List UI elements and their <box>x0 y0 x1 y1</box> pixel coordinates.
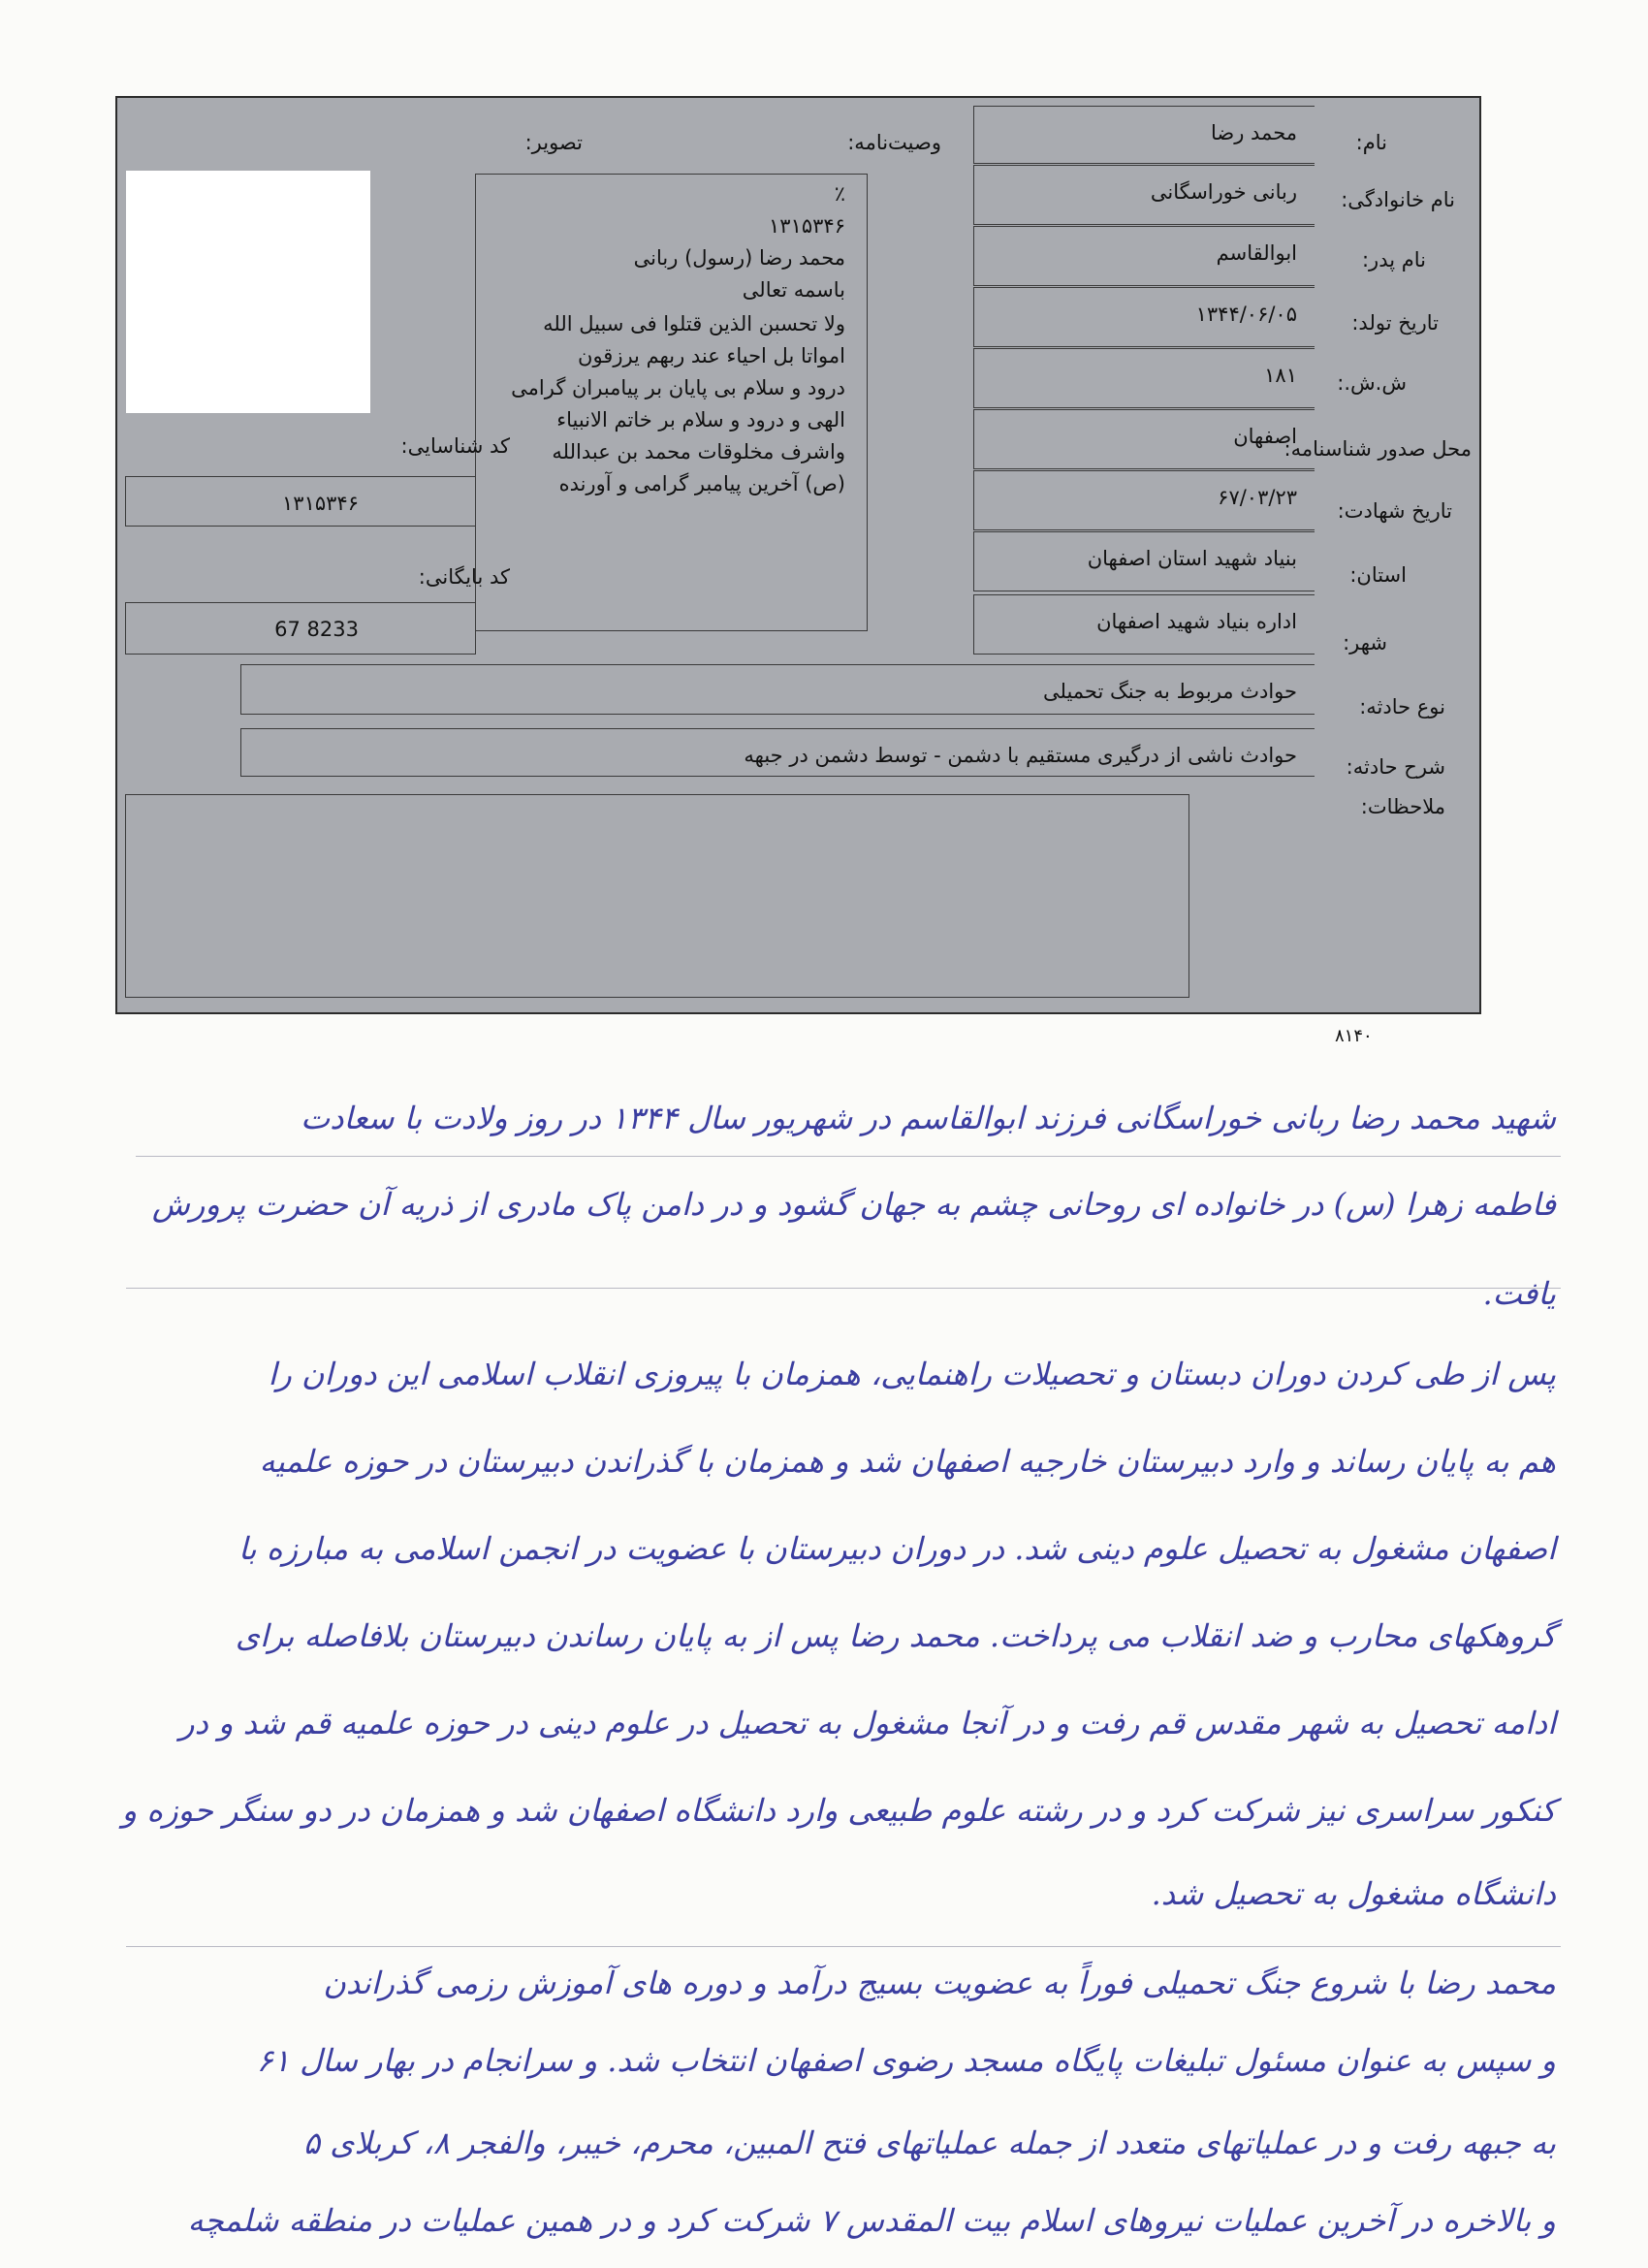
incident-type-field: حوادث مربوط به جنگ تحمیلی <box>240 664 1315 715</box>
id-no-field: ۱۸۱ <box>973 348 1315 408</box>
photo-placeholder <box>126 171 370 413</box>
ruled-line <box>136 1156 1561 1157</box>
will-line: باسمه تعالی <box>742 278 845 302</box>
page-number: ۸۱۴۰ <box>1335 1026 1373 1046</box>
handwritten-line: و سپس به عنوان مسئول تبلیغات پایگاه مسجد رضوی اصفهان انتخاب شد. و سرانجام در بهار سال ۶۱ <box>256 2042 1556 2079</box>
province-label: استان: <box>1349 563 1407 587</box>
ruled-line <box>126 1946 1561 1947</box>
will-line: الهی و درود و سلام بر خاتم الانبیاء <box>556 408 845 431</box>
father-label: نام پدر: <box>1361 248 1426 272</box>
handwritten-line: دانشگاه مشغول به تحصیل شد. <box>1151 1875 1556 1912</box>
handwritten-line: به جبهه رفت و در عملیاتهای متعدد از جمله عملیاتهای فتح المبین، محرم، خیبر، والفجر ۸، کربلای ۵ <box>302 2124 1556 2161</box>
will-line: ٪ <box>834 182 845 206</box>
handwritten-line: محمد رضا با شروع جنگ تحمیلی فوراً به عضویت بسیج درآمد و دوره های آموزش رزمی گذراندن <box>323 1965 1556 2001</box>
martyr-date-label: تاریخ شهادت: <box>1337 499 1452 523</box>
birth-date-label: تاریخ تولد: <box>1351 311 1439 335</box>
city-label: شهر: <box>1343 631 1387 655</box>
martyr-record-form <box>115 96 1481 1014</box>
will-text <box>487 180 845 626</box>
photo-label: تصویر: <box>524 131 583 154</box>
handwritten-line: پس از طی کردن دوران دبستان و تحصیلات راهنمایی، همزمان با پیروزی انقلاب اسلامی این دوران را <box>268 1356 1556 1392</box>
will-line: ۱۳۱۵۳۴۶ <box>769 214 845 238</box>
city-field: اداره بنیاد شهید اصفهان <box>973 594 1315 655</box>
id-no-label: ش.ش.: <box>1337 371 1407 395</box>
archive-code-label: کد بایگانی: <box>418 565 510 589</box>
incident-desc-field: حوادث ناشی از درگیری مستقیم با دشمن - توسط دشمن در جبهه <box>240 728 1315 777</box>
id-code-field: ۱۳۱۵۳۴۶ <box>125 476 476 527</box>
id-code-label: کد شناسایی: <box>400 434 510 458</box>
will-line: درود و سلام بی پایان بر پیامبران گرامی <box>511 376 845 399</box>
will-line: واشرف مخلوقات محمد بن عبدالله <box>552 440 845 463</box>
incident-type-label: نوع حادثه: <box>1359 695 1445 719</box>
will-line: (ص) آخرین پیامبر گرامی و آورنده <box>558 472 845 495</box>
handwritten-line: اصفهان مشغول به تحصیل علوم دینی شد. در دوران دبیرستان با عضویت در انجمن اسلامی به مبارزه با <box>238 1530 1556 1567</box>
notes-field <box>125 794 1189 998</box>
issue-place-label: محل صدور شناسنامه: <box>1284 437 1472 461</box>
incident-desc-label: شرح حادثه: <box>1346 755 1445 779</box>
will-line: محمد رضا (رسول) ربانی <box>633 246 845 270</box>
will-box <box>475 174 868 631</box>
martyr-date-field: ۶۷/۰۳/۲۳ <box>973 470 1315 530</box>
family-field: ربانی خوراسگانی <box>973 165 1315 225</box>
handwritten-line: و بالاخره در آخرین عملیات نیروهای اسلام بیت المقدس ۷ شرکت کرد و در همین عملیات در منطقه شلمچه <box>187 2202 1556 2239</box>
handwritten-line: کنکور سراسری نیز شرکت کرد و در رشته علوم طبیعی وارد دانشگاه اصفهان شد و همزمان در دو سنگر حوزه و <box>121 1792 1556 1829</box>
handwritten-line: ادامه تحصیل به شهر مقدس قم رفت و در آنجا مشغول به تحصیل در علوم دینی در حوزه علمیه قم شد و در <box>179 1705 1556 1741</box>
birth-date-field: ۱۳۴۴/۰۶/۰۵ <box>973 287 1315 347</box>
handwritten-line: شهید محمد رضا ربانی خوراسگانی فرزند ابوالقاسم در شهریور سال ۱۳۴۴ در روز ولادت با سعادت <box>301 1100 1556 1136</box>
family-label: نام خانوادگی: <box>1341 188 1455 211</box>
name-field: محمد رضا <box>973 106 1315 164</box>
handwritten-line: یافت. <box>1482 1275 1556 1312</box>
father-field: ابوالقاسم <box>973 226 1315 286</box>
issue-place-field: اصفهان <box>973 409 1315 469</box>
name-label: نام: <box>1355 131 1387 154</box>
handwritten-line: گروهکهای محارب و ضد انقلاب می پرداخت. محمد رضا پس از به پایان رساندن دبیرستان بلافاصله برای <box>235 1617 1556 1654</box>
handwritten-line: هم به پایان رساند و وارد دبیرستان خارجیه اصفهان شد و همزمان با گذراندن دبیرستان در حوزه علمیه <box>259 1443 1556 1480</box>
notes-label: ملاحظات: <box>1360 795 1445 818</box>
will-line: ولا تحسبن الذین قتلوا فی سبیل الله <box>543 312 845 335</box>
will-line: امواتا بل احیاء عند ربهم یرزقون <box>578 344 845 367</box>
archive-code-field: 67 8233 <box>125 602 476 655</box>
handwritten-line: فاطمه زهرا (س) در خانواده ای روحانی چشم به جهان گشود و در دامن پاک مادری از ذریه آن حضرت پرورش <box>151 1186 1556 1223</box>
will-label: وصیت‌نامه: <box>847 131 941 154</box>
province-field: بنیاد شهید استان اصفهان <box>973 531 1315 591</box>
